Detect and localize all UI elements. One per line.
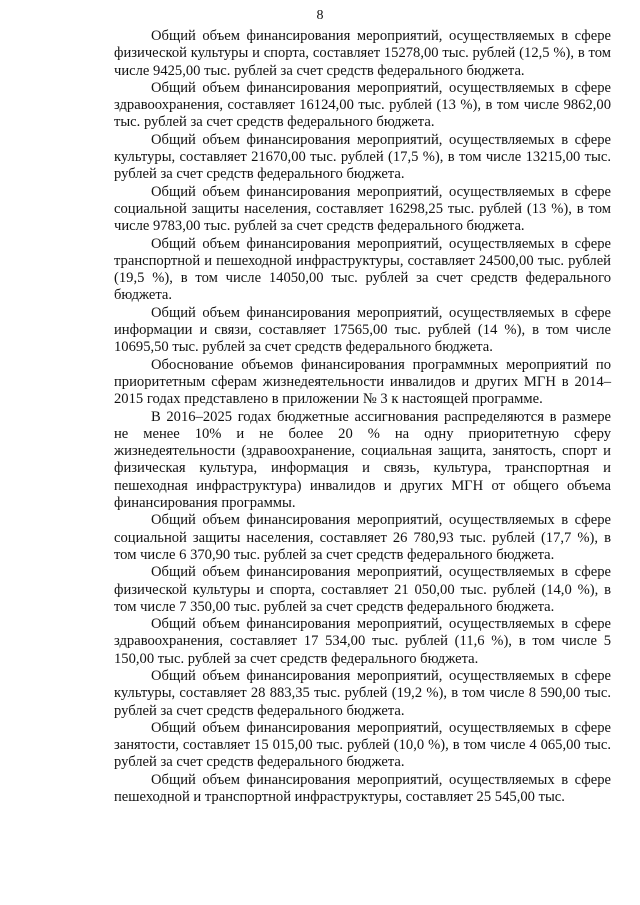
paragraph-culture-2016-2025: Общий объем финансирования мероприятий, осуществляемых в сфере культуры, составляет 28 883,35 тыс. рублей (19,2 %), в том числе 8 590,00 тыс. рублей за счет средств федерального бюджета. [114, 667, 611, 719]
paragraph-health-2016-2025: Общий объем финансирования мероприятий, осуществляемых в сфере здравоохранения, составляет 17 534,00 тыс. рублей (11,6 %), в том числе 5 150,00 тыс. рублей за счет средств федерального бюджета. [114, 616, 611, 667]
paragraph-justification: Обоснование объемов финансирования программных мероприятий по приоритетным сферам жизнедеятельности инвалидов и других МГН в 2014–2015 годах представлено в приложении № 3 к настоящей программе. [114, 356, 611, 408]
paragraph-information-2014-2015: Общий объем финансирования мероприятий, осуществляемых в сфере информации и связи, составляет 17565,00 тыс. рублей (14 %), в том числе 10695,50 тыс. рублей за счет средств федерального бюджета. [114, 304, 611, 356]
paragraph-sport-2014-2015: Общий объем финансирования мероприятий, осуществляемых в сфере физической культуры и спорта, составляет 15278,00 тыс. рублей (12,5 %), в том числе 9425,00 тыс. рублей за счет средств федерального бюджета. [114, 28, 611, 79]
paragraph-allocation-2016-2025: В 2016–2025 годах бюджетные ассигнования распределяются в размере не менее 10% и не более 20 % на одну приоритетную сферу жизнедеятельности (здравоохранение, социальная защита, занятость, спорт и физическая культура, информация и связь, культура, транспортная и пешеходная инфраструктура) инвалидов и других МГН от общего объема финансирования программы. [114, 408, 611, 512]
document-body [114, 28, 611, 806]
paragraph-sport-2016-2025: Общий объем финансирования мероприятий, осуществляемых в сфере физической культуры и спорта, составляет 21 050,00 тыс. рублей (14,0 %), в том числе 7 350,00 тыс. рублей за счет средств федерального бюджета. [114, 564, 611, 615]
paragraph-social-protection-2014-2015: Общий объем финансирования мероприятий, осуществляемых в сфере социальной защиты населения, составляет 16298,25 тыс. рублей (13 %), в том числе 9783,00 тыс. рублей за счет средств федерального бюджета. [114, 183, 611, 235]
paragraph-culture-2014-2015: Общий объем финансирования мероприятий, осуществляемых в сфере культуры, составляет 21670,00 тыс. рублей (17,5 %), в том числе 13215,00 тыс. рублей за счет средств федерального бюджета. [114, 131, 611, 183]
paragraph-social-protection-2016-2025: Общий объем финансирования мероприятий, осуществляемых в сфере социальной защиты населения, составляет 26 780,93 тыс. рублей (17,7 %), в том числе 6 370,90 тыс. рублей за счет средств федерального бюджета. [114, 512, 611, 563]
paragraph-health-2014-2015: Общий объем финансирования мероприятий, осуществляемых в сфере здравоохранения, составляет 16124,00 тыс. рублей (13 %), в том числе 9862,00 тыс. рублей за счет средств федерального бюджета. [114, 79, 611, 131]
paragraph-transport-2014-2015: Общий объем финансирования мероприятий, осуществляемых в сфере транспортной и пешеходной инфраструктуры, составляет 24500,00 тыс. рублей (19,5 %), в том числе 14050,00 тыс. рублей за счет средств федерального бюджета. [114, 235, 611, 304]
paragraph-employment-2016-2025: Общий объем финансирования мероприятий, осуществляемых в сфере занятости, составляет 15 015,00 тыс. рублей (10,0 %), в том числе 4 065,00 тыс. рублей за счет средств федерального бюджета. [114, 719, 611, 771]
page-number: 8 [316, 8, 324, 23]
paragraph-transport-2016-2025: Общий объем финансирования мероприятий, осуществляемых в сфере пешеходной и транспортной инфраструктуры, составляет 25 545,00 тыс. [114, 771, 611, 806]
